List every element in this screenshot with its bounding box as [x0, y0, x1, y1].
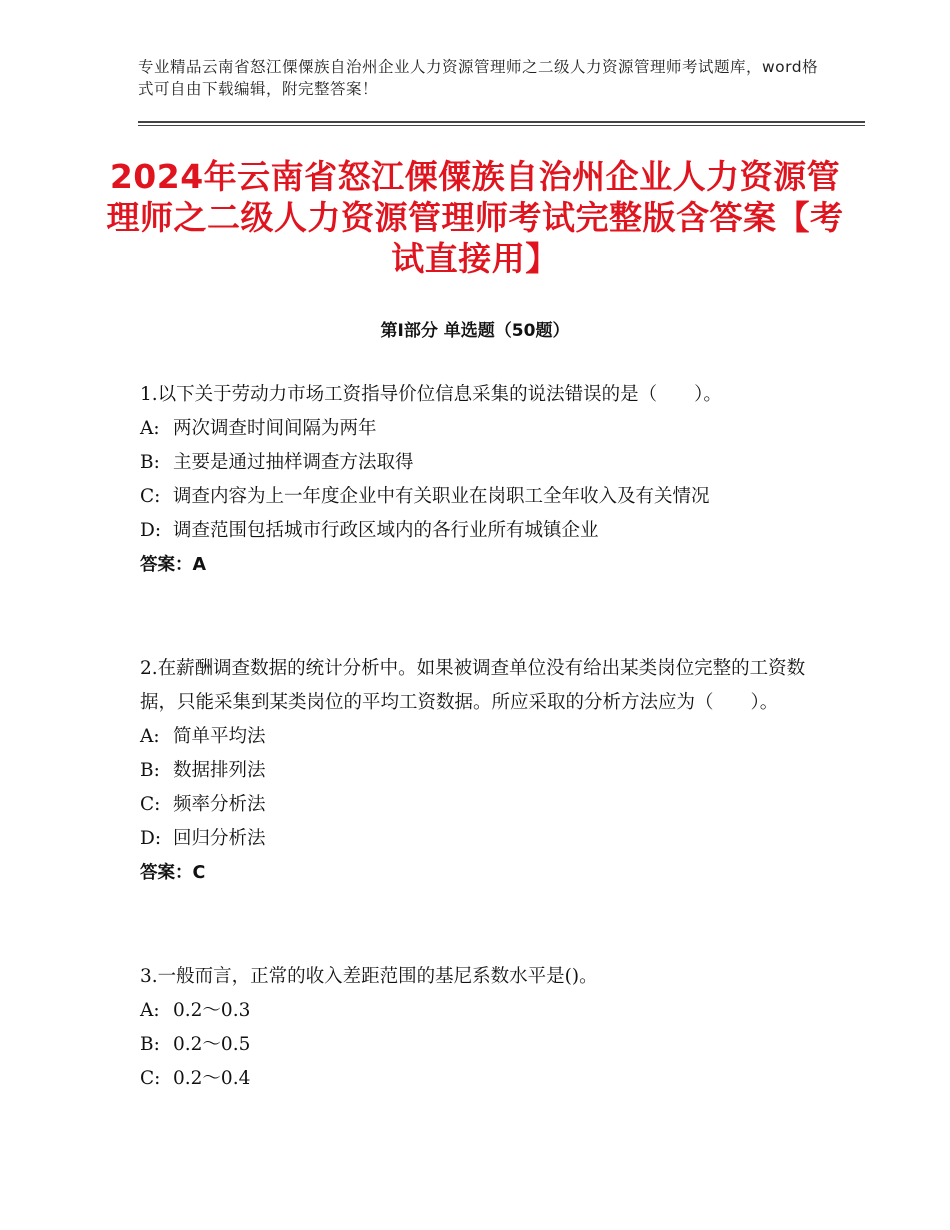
question-stem: 3.一般而言，正常的收入差距范围的基尼系数水平是()。 [140, 966, 598, 987]
header-note: 专业精品云南省怒江傈僳族自治州企业人力资源管理师之二级人力资源管理师考试题库，word格式可自由下载编辑，附完整答案！ [138, 58, 819, 98]
option-text: 回归分析法 [173, 828, 266, 849]
option-text: 主要是通过抽样调查方法取得 [173, 452, 414, 473]
option-text: 数据排列法 [173, 760, 266, 781]
option-text: 调查内容为上一年度企业中有关职业在岗职工全年收入及有关情况 [173, 486, 710, 507]
option-text: 简单平均法 [173, 726, 266, 747]
option-key: C: [140, 794, 161, 815]
option-text: 0.2～0.5 [173, 1034, 251, 1055]
option-text: 频率分析法 [173, 794, 266, 815]
option-a [140, 412, 820, 446]
option-key: B: [140, 760, 160, 781]
question-3 [140, 960, 820, 1096]
question-2 [140, 652, 820, 890]
option-c [140, 788, 820, 822]
option-key: C: [140, 486, 161, 507]
option-d [140, 822, 820, 856]
question-stem: 1.以下关于劳动力市场工资指导价位信息采集的说法错误的是（ ）。 [140, 384, 722, 405]
option-text: 0.2～0.4 [173, 1068, 251, 1089]
document-title: 2024年云南省怒江傈僳族自治州企业人力资源管理师之二级人力资源管理师考试完整版含答案【考试直接用】 [106, 157, 844, 278]
option-a [140, 720, 820, 754]
option-key: B: [140, 1034, 160, 1055]
question-stem: 2.在薪酬调查数据的统计分析中。如果被调查单位没有给出某类岗位完整的工资数据，只能采集到某类岗位的平均工资数据。所应采取的分析方法应为（ ）。 [140, 658, 806, 713]
option-text: 0.2～0.3 [173, 1000, 251, 1021]
option-text: 两次调查时间间隔为两年 [173, 418, 377, 439]
option-key: D: [140, 520, 162, 541]
option-b [140, 1028, 820, 1062]
option-a [140, 994, 820, 1028]
option-key: A: [140, 1000, 160, 1021]
option-key: A: [140, 418, 160, 439]
option-key: B: [140, 452, 160, 473]
option-c [140, 1062, 820, 1096]
option-key: D: [140, 828, 162, 849]
section-title: 第Ⅰ部分 单选题（50题） [380, 321, 570, 341]
option-key: A: [140, 726, 160, 747]
option-d [140, 514, 820, 548]
option-key: C: [140, 1068, 161, 1089]
answer: 答案：C [140, 863, 206, 883]
option-c [140, 480, 820, 514]
option-b [140, 446, 820, 480]
option-b [140, 754, 820, 788]
option-text: 调查范围包括城市行政区域内的各行业所有城镇企业 [173, 520, 599, 541]
answer: 答案：A [140, 555, 207, 575]
header-divider-thick [138, 121, 865, 123]
question-1 [140, 378, 820, 582]
header-divider-thin [138, 125, 865, 126]
